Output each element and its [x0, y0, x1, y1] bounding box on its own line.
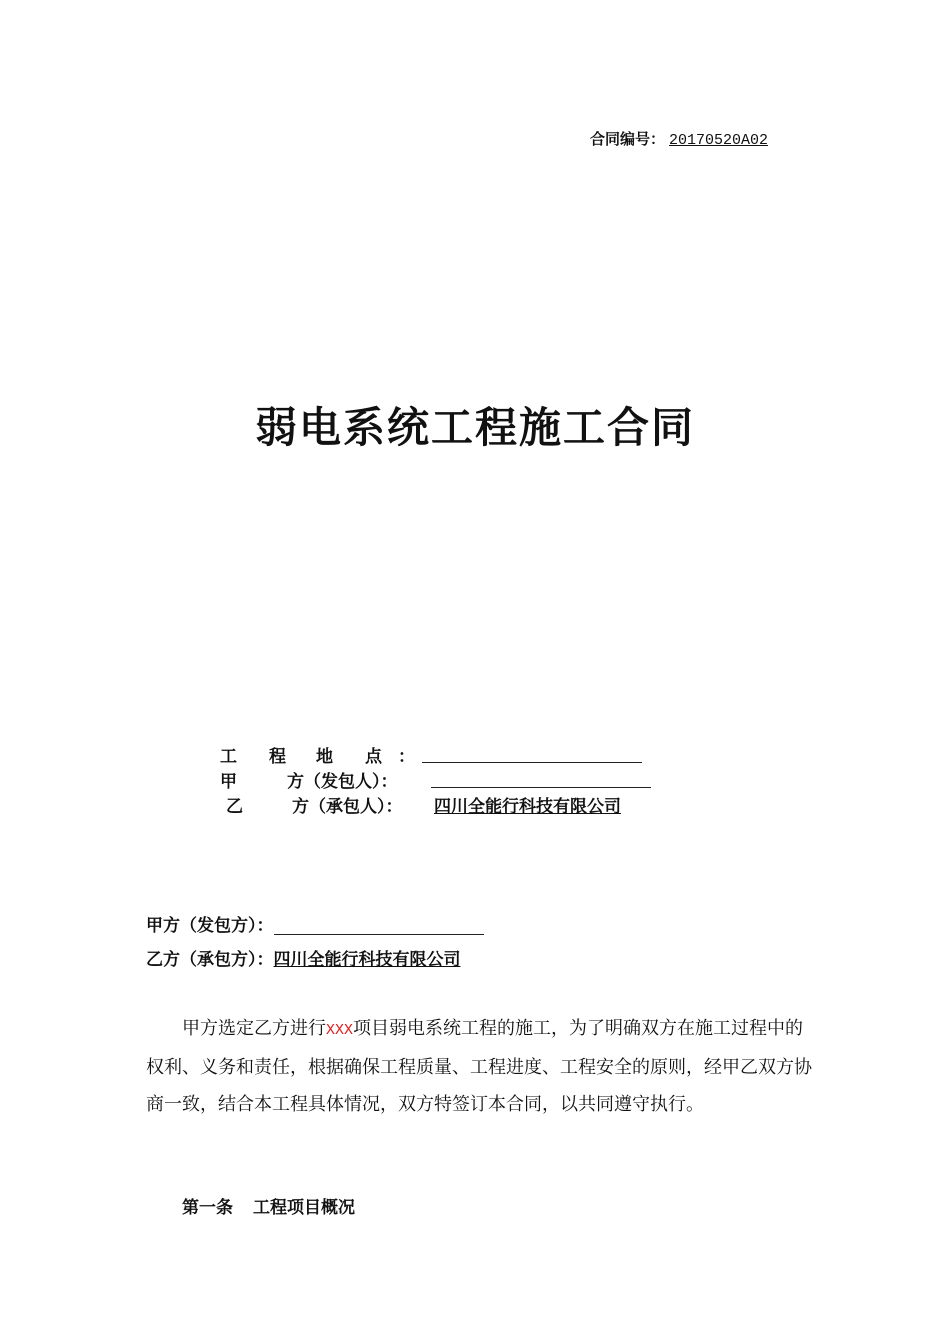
article-1-heading — [182, 1193, 355, 1218]
contract-number — [590, 128, 772, 149]
party-b-name: 四川全能行科技有限公司 — [273, 950, 461, 970]
party-a-suffix: 方（发包人）： — [287, 772, 398, 792]
project-site-blank — [422, 744, 642, 763]
document-title: 弱电系统工程施工合同 — [254, 403, 695, 452]
article-1-title: 工程项目概况 — [253, 1198, 355, 1218]
party-b-suffix: 方（承包人）： — [292, 797, 403, 817]
party-a-char: 甲 — [220, 772, 237, 792]
intro-paragraph — [146, 1010, 814, 1123]
party-b-label: 乙方（承包方）： — [146, 950, 274, 970]
party-a-cover-blank — [431, 769, 651, 788]
site-label-char-2: 程 — [269, 747, 286, 767]
article-1-number: 第一条 — [182, 1198, 233, 1218]
site-label-colon: ： — [398, 747, 415, 767]
intro-text-2: 项目弱电系统工程的施工，为了明确双方在施工过程中的权利、义务和责任，根据确保工程质量、工程进度、工程安全的原则，经甲乙双方协商一致，结合本工程具体情况，双方特签订本合同，以共同遵守执行。 — [146, 1018, 812, 1115]
contract-number-label: 合同编号： — [590, 130, 666, 148]
party-b-cover-name: 四川全能行科技有限公司 — [434, 797, 621, 817]
party-b-line — [146, 945, 461, 970]
site-label-char-3: 地 — [316, 747, 333, 767]
site-label-char-4: 点 — [365, 747, 382, 767]
intro-project-placeholder: XXX — [326, 1022, 354, 1039]
party-a-label: 甲方（发包方）： — [146, 916, 274, 936]
contract-number-value: 20170520A02 — [669, 132, 769, 149]
party-b-char: 乙 — [226, 797, 243, 817]
party-a-line — [146, 911, 484, 936]
intro-text-1: 甲方选定乙方进行 — [182, 1018, 326, 1039]
party-a-blank — [274, 916, 484, 935]
site-label-char-1: 工 — [220, 747, 237, 767]
